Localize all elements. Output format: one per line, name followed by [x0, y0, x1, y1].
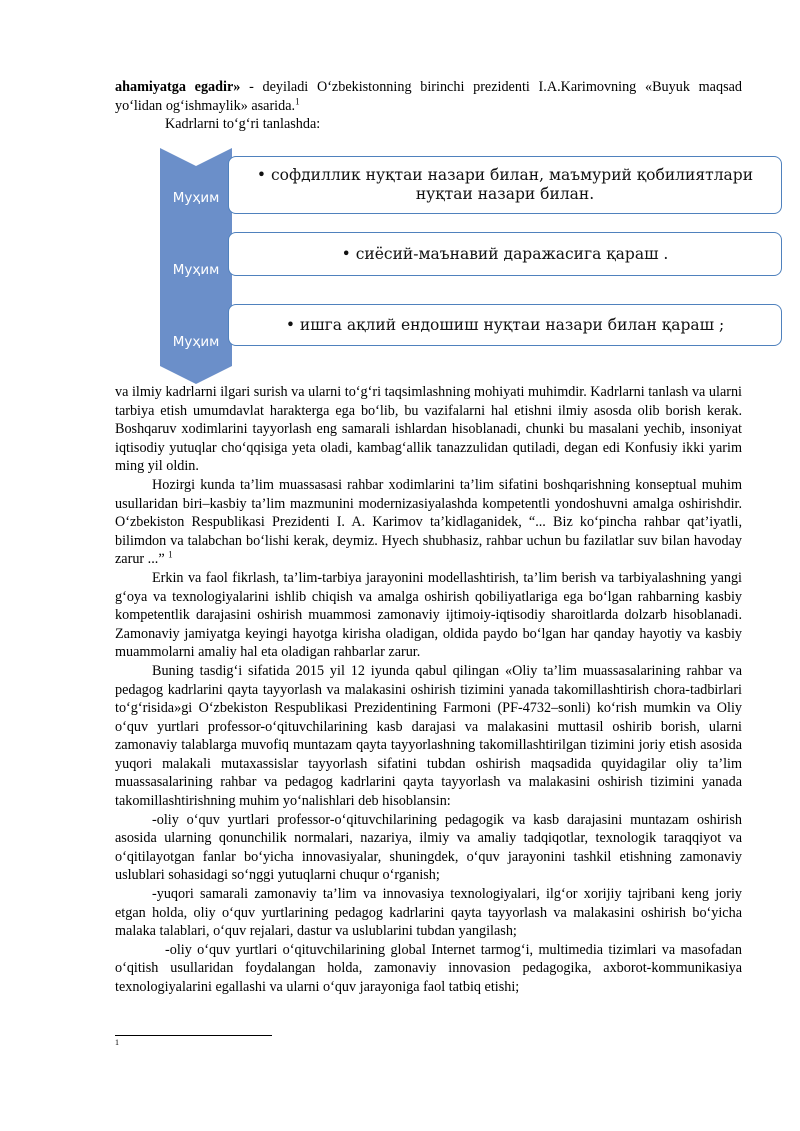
body-text	[115, 383, 742, 997]
footnote-ref: 1	[168, 549, 173, 560]
chevron-label: Муҳим	[172, 334, 220, 350]
chevron-label: Муҳим	[172, 190, 220, 206]
diagram-item-text: • сиёсий-маънавий даражасига қараш .	[341, 244, 669, 263]
paragraph: va ilmiy kadrlarni ilgari surish va ularni to‘g‘ri taqsimlashning mohiyati muhimdir. Kadrlarni tanlash va ularni tarbiya etish umumdavlat harakterga ega bo‘lib, bu vazifalarni hal etishni ilmiy asosda olib borish kerak. Boshqaruv xodimlarini tayyorlash eng samarali ishlardan hisoblanadi, chunki bu masalani yechib, insoniyat iqtisodiy yutuqlar cho‘qqisiga yeta oladi, kambag‘allik tanazzulidan qutiladi, degan edi Konfusiy ikki yarim ming yil oldin.	[115, 384, 742, 475]
list-item: -oliy o‘quv yurtlari o‘qituvchilarining global Internet tarmog‘i, multimedia tizimlari va masofadan o‘qitish usullaridan foydalangan holda, zamonaviy innovasion pedagogika, axborot-kommunikasiya texnologiyalarini egallashi va ularni o‘quv jarayoniga faol tatbiq etishi;	[115, 941, 742, 995]
paragraph-text: Hozirgi kunda ta’lim muassasasi rahbar xodimlarini ta’lim sifatini boshqarishning konseptual muhim usullaridan biri–kasbiy ta’lim mazmunini modernizasiyalashda kompetentli yondoshuvni amalga oshirishdir. O‘zbekiston Respublikasi Prezidenti I. A. Karimov ta’kidlaganidek, “... Biz ko‘pincha rahbar qat’iyatli, bilimdon va talabchan bo‘lishi kerak, deymiz. Hyech shubhasiz, rahbar uchun bu fazilatlar suv bilan havoday zarur ...”	[115, 476, 742, 568]
intro-bold-lead: ahamiyatga egadir»	[115, 79, 241, 95]
list-item: -oliy o‘quv yurtlari professor-o‘qituvchilarining pedagogik va kasb darajasini muntazam oshirish asosida ularning qonunchilik normalari, nazariya, ilmiy va amaliy tadqiqotlar, texnologik taraqqiyot va o‘qitilayotgan fanlar bo‘yicha innovasiyalar, shuningdek, o‘quv jarayonini tashkil etishning zamonaviy uslublari sohasidagi so‘nggi yutuqlarni chuqur o‘rganish;	[115, 811, 742, 884]
importance-diagram	[160, 148, 785, 383]
intro-paragraph	[115, 78, 742, 134]
section-heading: Kadrlarni to‘g‘ri tanlashda:	[165, 116, 321, 133]
diagram-item-text: • софдиллик нуқтаи назари билан, маъмурий қобилиятлари нуқтаи назари билан.	[256, 166, 754, 203]
intro-text: - deyiladi O‘zbekistonning birinchi prezidenti I.A.Karimovning «Buyuk maqsad yo‘lidan og‘ishmaylik» asarida.	[115, 79, 742, 114]
diagram-item-box	[228, 304, 782, 346]
footnote-mark: 1	[115, 1038, 119, 1047]
paragraph	[115, 476, 742, 569]
paragraph: Buning tasdig‘i sifatida 2015 yil 12 iyunda qabul qilingan «Oliy ta’lim muassasalarining rahbar va pedagog kadrlarini qayta tayyorlash va malakasini oshirish tizimini yanada takomillashtirish chora-tadbirlari to‘g‘risida»gi O‘zbekiston Respublikasi Prezidentining Farmoni (PF-4732–sonli) ko‘rish mumkin va Oliy o‘quv yurtlari professor-o‘qituvchilarining kasb darajasi va malakasini muttasil oshirib borish, ularni zamonaviy talablarga muvofiq muntazam qayta tayyorlashning takomillashtirilgan tizimini joriy etish asosida yuqori malakali mutaxassislar tayyorlash sifatini tubdan oshirish maqsadida quyidagilar oliy ta’lim muassasalarining rahbar va pedagog kadrlarini qayta tayyorlash va malakasini oshirish tizimini yanada takomillashtirishning muhim yo‘nalishlari deb hisoblansin:	[115, 662, 742, 810]
list-item: -yuqori samarali zamonaviy ta’lim va innovasiya texnologiyalari, ilg‘or xorijiy tajribani keng joriy etgan holda, oliy o‘quv yurtlarining pedagog kadrlarini qayta tayyorlash va malakasini oshirish bo‘yicha malaka talablari, o‘quv rejalari, dastur va uslublarini tubdan yangilash;	[115, 886, 742, 940]
diagram-item-box	[228, 156, 782, 214]
paragraph: Erkin va faol fikrlash, ta’lim-tarbiya jarayonini modellashtirish, ta’lim berish va tarbiyalashning yangi g‘oya va texnologiyalarini ishlib chiqish va amalga oshirish qobiliyatlariga ega bo‘lgan rahbarning kasbiy kompetentlik darajasini oshirish muammosi zamonaviy ijtimoiy-iqtisodiy sharoitlarda dolzarb hisoblanadi. Zamonaviy jamiyatga keyingi hayotga kirisha oladigan, oldida paydo bo‘lgan har qanday hayotiy va kasbiy muammolarni amaliy hal eta oladigan rahbarlar zarur.	[115, 569, 742, 661]
footnote-ref: 1	[295, 95, 300, 106]
diagram-item-box	[228, 232, 782, 276]
diagram-item-text: • ишга ақлий ендошиш нуқтаи назари билан қараш ;	[285, 315, 725, 334]
footnote-separator	[115, 1035, 272, 1036]
chevron-label: Муҳим	[172, 262, 220, 278]
